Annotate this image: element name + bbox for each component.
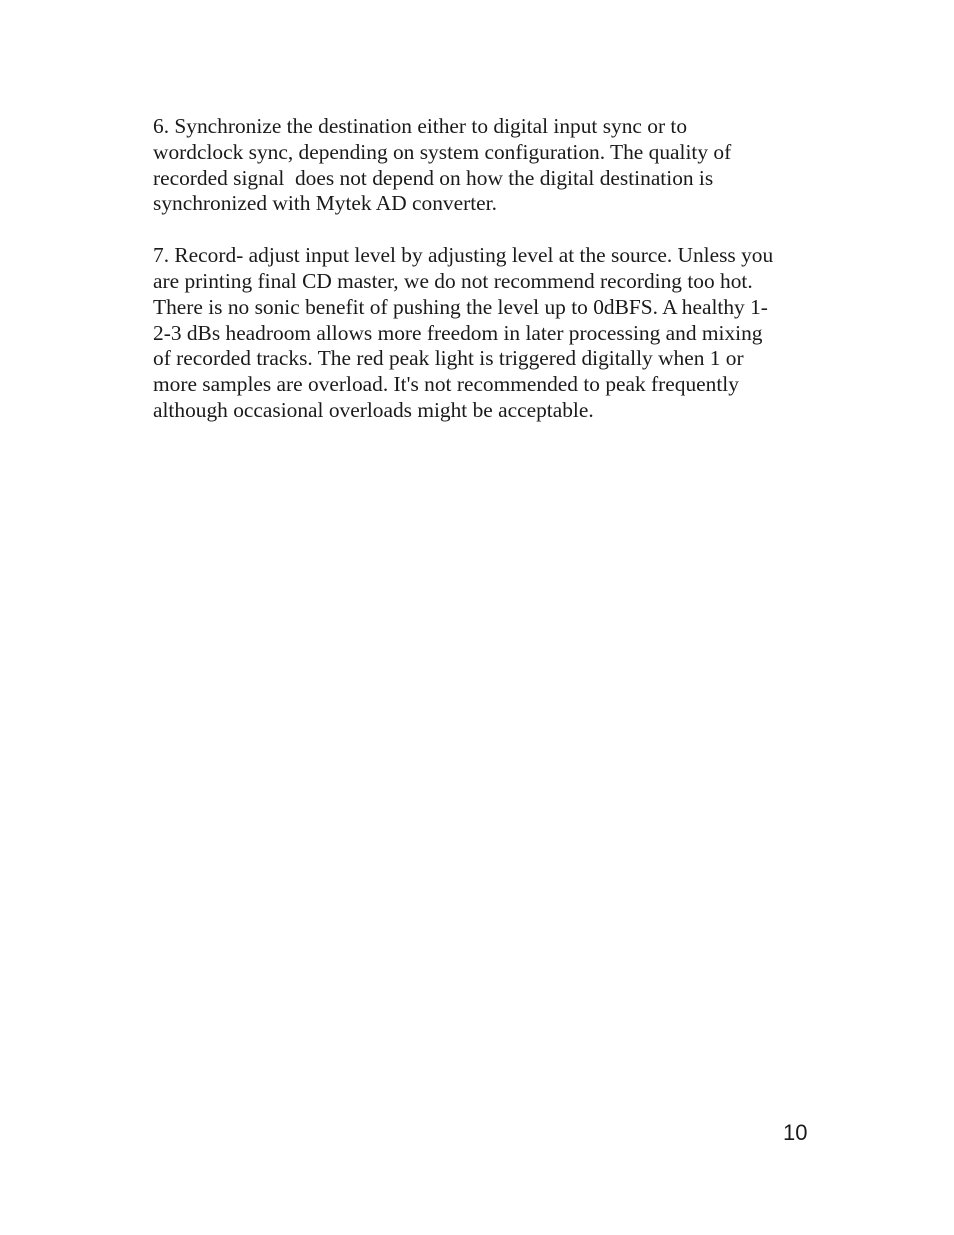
text-line: of recorded tracks. The red peak light is triggered digitally when 1 or	[153, 346, 744, 371]
text-line: more samples are overload. It's not recommended to peak frequently	[153, 372, 739, 397]
page-number: 10	[783, 1120, 808, 1145]
paragraph-spacer	[153, 217, 843, 243]
paragraph-step-7	[153, 243, 843, 424]
text-line: 7. Record- adjust input level by adjusting level at the source. Unless you	[153, 243, 774, 268]
text-line: recorded signal does not depend on how the digital destination is	[153, 165, 714, 190]
text-line: are printing final CD master, we do not recommend recording too hot.	[153, 268, 753, 293]
text-line: There is no sonic benefit of pushing the level up to 0dBFS. A healthy 1-	[153, 294, 768, 319]
text-line: 2-3 dBs headroom allows more freedom in later processing and mixing	[153, 320, 763, 345]
body-text	[153, 114, 843, 424]
text-line: wordclock sync, depending on system configuration. The quality of	[153, 139, 732, 164]
paragraph-step-6	[153, 114, 843, 217]
text-line: 6. Synchronize the destination either to digital input sync or to	[153, 114, 688, 138]
text-line: although occasional overloads might be acceptable.	[153, 397, 594, 422]
text-line: synchronized with Mytek AD converter.	[153, 191, 497, 216]
